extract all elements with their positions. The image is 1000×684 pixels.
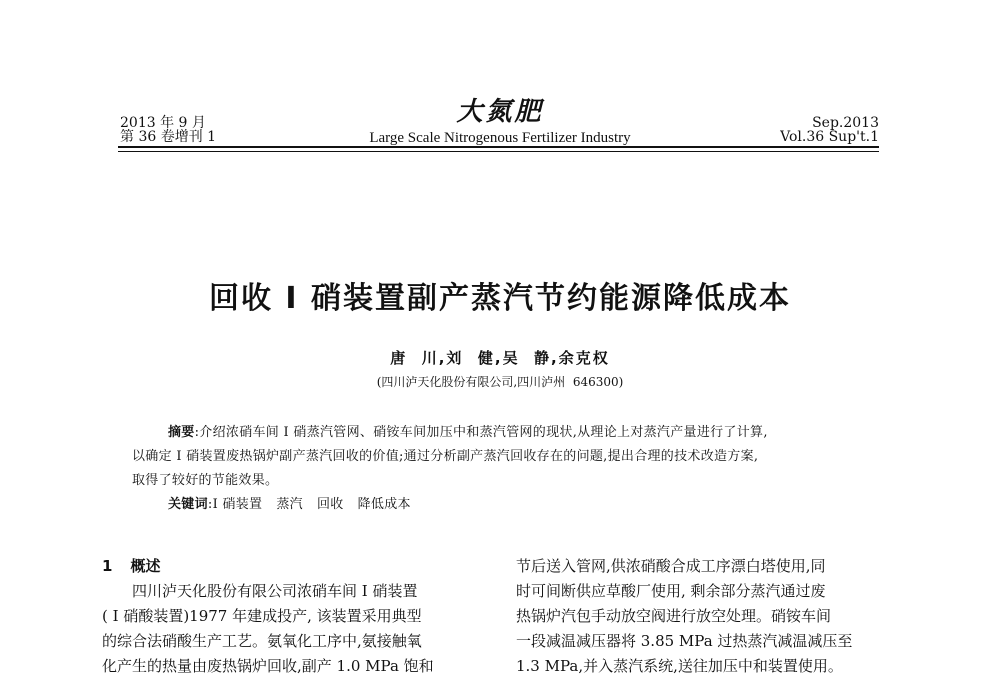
journal-logo: 大氮肥 <box>456 97 544 127</box>
abstract-line-3: 取得了较好的节能效果。 <box>132 473 279 488</box>
keyword: 蒸汽 <box>276 497 303 512</box>
body-line: 一段减温减压器将 3.85 MPa 过热蒸汽减温减压至 <box>516 632 853 650</box>
header-rule-thin <box>118 151 879 152</box>
journal-english-name: Large Scale Nitrogenous Fertilizer Industry <box>369 130 631 146</box>
body-line: 时可间断供应草酸厂使用, 剩余部分蒸汽通过废 <box>516 582 826 600</box>
body-line: 化产生的热量由废热锅炉回收,副产 1.0 MPa 饱和 <box>102 657 434 675</box>
article-affiliation: (四川泸天化股份有限公司,四川泸州 646300) <box>376 375 624 389</box>
issue-date-en: Sep.2013 <box>812 115 879 131</box>
section-heading <box>102 554 485 579</box>
keyword: 回收 <box>316 497 344 512</box>
abstract-line-2: 以确定 I 硝装置废热锅炉副产蒸汽回收的价值;通过分析副产蒸汽回收存在的问题,提出合理的技术改造方案, <box>132 449 759 464</box>
body-line: 节后送入管网,供浓硝酸合成工序漂白塔使用,同 <box>516 557 826 575</box>
abstract <box>132 421 872 517</box>
body-column-left <box>102 554 485 679</box>
body-line: 热锅炉汽包手动放空阀进行放空处理。硝铵车间 <box>516 607 832 625</box>
body-line: 的综合法硝酸生产工艺。氨氧化工序中,氨接触氧 <box>102 632 422 650</box>
header-rule-thick <box>118 146 879 148</box>
body-line: 1.3 MPa,并入蒸汽系统,送往加压中和装置使用。 <box>516 657 843 675</box>
issue-volume-cn: 第 36 卷增刊 1 <box>120 129 217 145</box>
body-column-right <box>516 554 899 679</box>
section-number: 1 <box>102 557 113 575</box>
keywords: 关键词:I 硝装置 蒸汽 回收 降低成本 <box>168 497 411 512</box>
abstract-label: 摘要 <box>168 425 195 440</box>
keyword: 降低成本 <box>357 497 411 512</box>
issue-date-cn: 2013 年 9 月 <box>120 115 206 131</box>
keyword: I 硝装置 <box>212 497 263 512</box>
section-title: 概述 <box>130 557 161 575</box>
body-line: 四川泸天化股份有限公司浓硝车间 I 硝装置 <box>132 582 418 600</box>
abstract-line-1: 摘要:介绍浓硝车间 I 硝蒸汽管网、硝铵车间加压中和蒸汽管网的现状,从理论上对蒸汽产量进行了计算, <box>168 425 768 440</box>
article-authors: 唐 川,刘 健,吴 静,余克权 <box>390 349 610 367</box>
issue-volume-en: Vol.36 Sup't.1 <box>780 129 879 145</box>
keywords-label: 关键词 <box>168 497 208 512</box>
article-title: 回收 I 硝装置副产蒸汽节约能源降低成本 <box>208 281 792 316</box>
body-line: ( I 硝酸装置)1977 年建成投产, 该装置采用典型 <box>102 607 422 625</box>
